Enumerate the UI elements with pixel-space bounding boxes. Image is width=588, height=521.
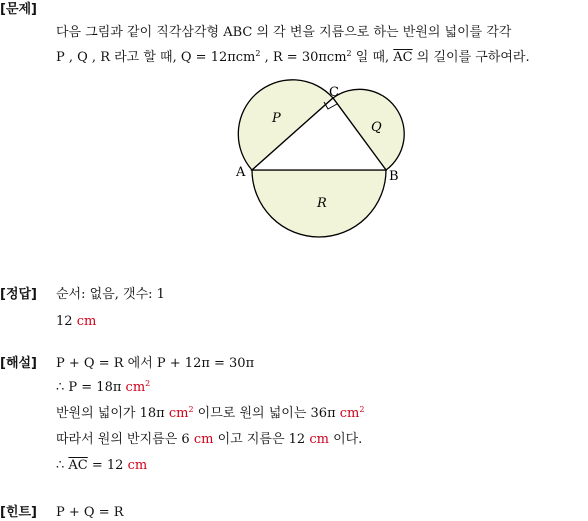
- problem-line-2: [56, 50, 530, 66]
- problem-question: 의 길이를 구하여라.: [412, 50, 530, 65]
- solution-line-1: P + Q = R 에서 P + 12π = 30π: [56, 356, 255, 371]
- solution-tag: [해설]: [0, 356, 37, 371]
- hint-text: P + Q = R: [56, 505, 124, 520]
- therefore: ∴: [56, 458, 69, 473]
- label-q: Q: [371, 120, 382, 135]
- solution-end: 이다.: [328, 432, 363, 447]
- unit-cm2: $cm^2$: [168, 405, 194, 421]
- solution-line-5: [56, 458, 147, 474]
- label-b: B: [389, 169, 399, 184]
- problem-given-r: , R = 30πcm: [260, 50, 347, 65]
- solution-line-2: [56, 380, 150, 396]
- unit-cm2: $cm^2$: [339, 405, 365, 421]
- solution-p-value: ∴ P = 18π: [56, 380, 122, 395]
- segment-ac: $\overline{AC}$: [393, 50, 413, 65]
- problem-tag: [문제]: [0, 2, 37, 17]
- superscript: 2: [346, 49, 352, 58]
- problem-given-values: P , Q , R 라고 할 때, Q = 12πcm: [56, 50, 256, 65]
- unit-cm: cm: [193, 432, 214, 447]
- solution-line-3: [56, 406, 364, 422]
- solution-circle-area: 이므로 원의 넓이는 36π: [193, 406, 336, 421]
- label-a: A: [236, 165, 246, 180]
- solution-radius: 따라서 원의 반지름은 6: [56, 432, 190, 447]
- solution-ac-value: = 12: [87, 458, 124, 473]
- solution-line-4: [56, 432, 362, 448]
- answer-number: 12: [56, 314, 73, 329]
- answer-unit: cm: [76, 314, 97, 329]
- label-c: C: [329, 85, 339, 100]
- hint-tag: [힌트]: [0, 505, 37, 520]
- unit-cm: cm: [127, 458, 148, 473]
- unit-cm: cm: [309, 432, 329, 447]
- answer-value: [56, 314, 96, 330]
- answer-order: 순서: 없음, 갯수: 1: [56, 287, 165, 302]
- solution-diameter: 이고 지름은 12: [213, 432, 306, 447]
- solution-semicircle-area: 반원의 넓이가 18π: [56, 406, 165, 421]
- segment-ac: $\overline{AC}$: [68, 458, 88, 473]
- unit-cm2: $cm^2$: [125, 379, 151, 395]
- problem-line-1: 다음 그림과 같이 직각삼각형 ABC 의 각 변을 지름으로 하는 반원의 넓이를 각각: [56, 25, 512, 40]
- answer-tag: [정답]: [0, 287, 37, 302]
- problem-when: 일 때,: [351, 50, 394, 65]
- label-r: R: [317, 196, 327, 211]
- label-p: P: [272, 111, 281, 126]
- semicircle-figure: [226, 76, 416, 246]
- superscript: 2: [255, 49, 261, 58]
